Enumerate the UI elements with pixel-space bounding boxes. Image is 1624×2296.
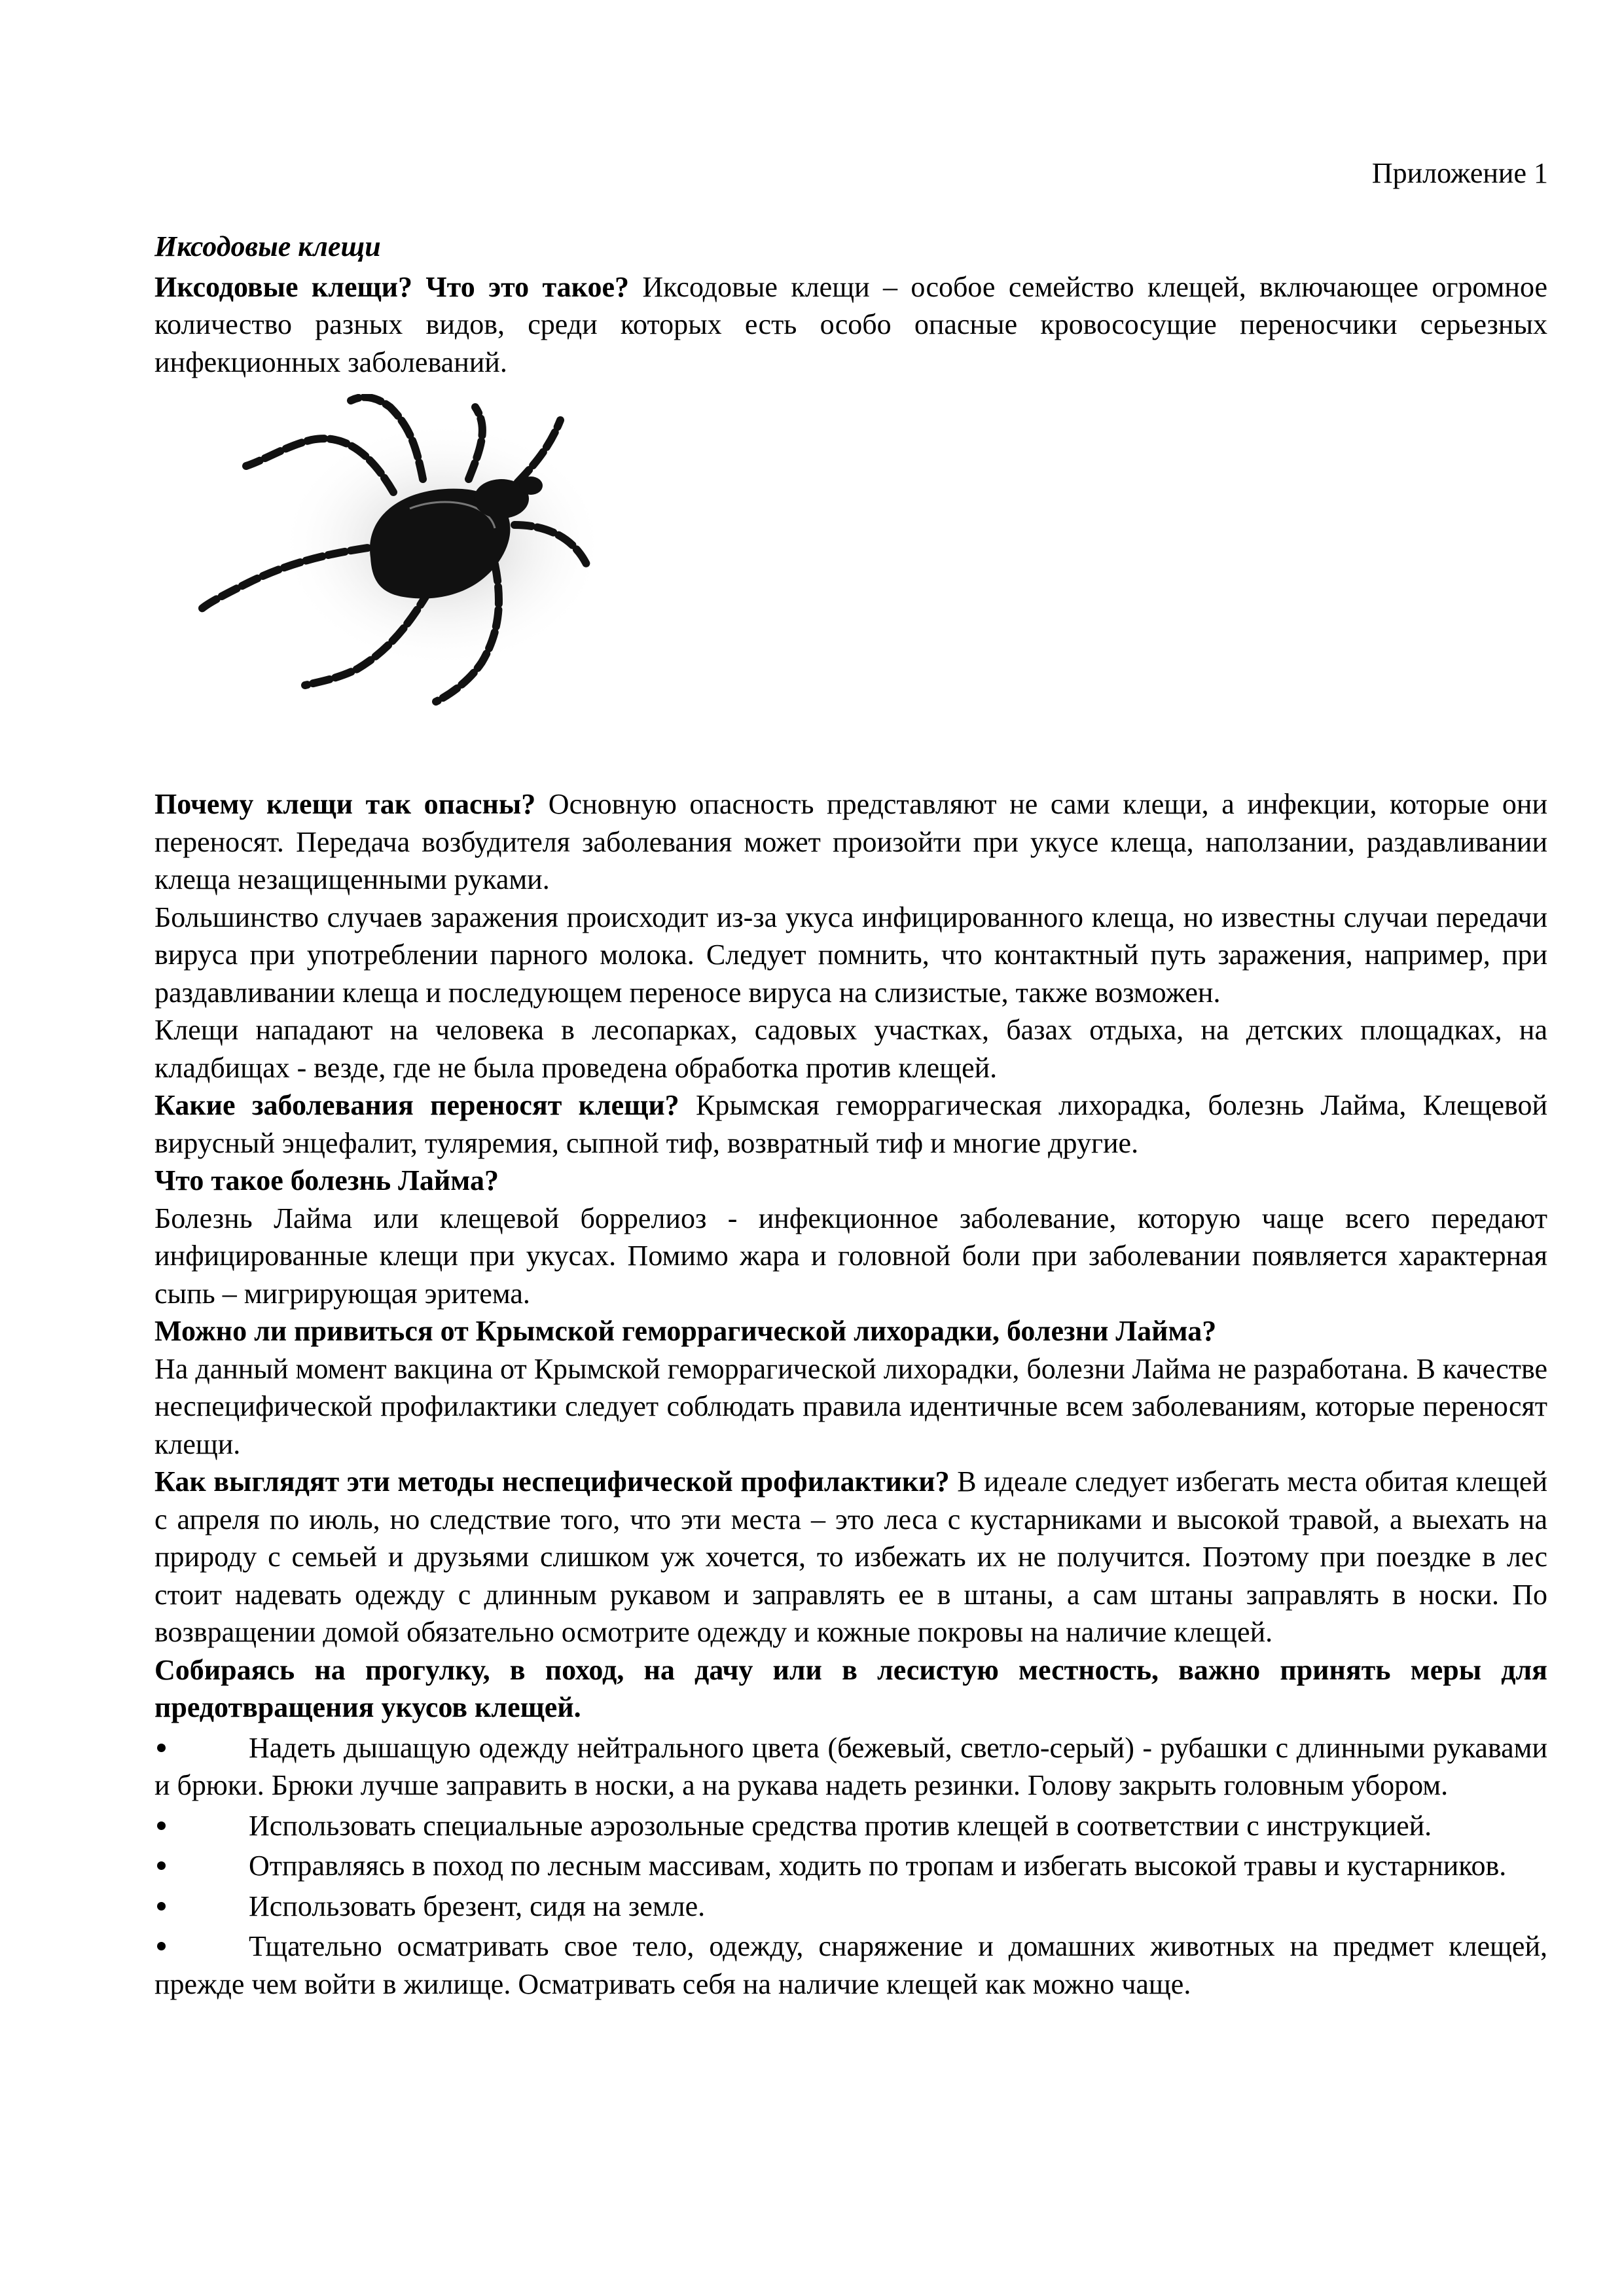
paragraph-question: Собираясь на прогулку, в поход, на дачу или в лесистую местность, важно принять меры для предотвращения укусов клещей. <box>154 1653 1547 1723</box>
intro-paragraph <box>154 268 1547 382</box>
document-title: Иксодовые клещи <box>154 230 381 262</box>
intro-question: Иксодовые клещи? Что это такое? <box>154 270 629 303</box>
list-item <box>154 1729 1547 1804</box>
paragraph-text: В идеале следует избегать места обитая клещей с апреля по июль, но следствие того, что эти места – это леса с кустарниками и высокой травой, а выехать на природу с семьей и друзьями слишком уж хочется, то избежать их не получится. Поэтому при поездке в лес стоит надевать одежду с длинным рукавом и заправлять ее в штаны, а сам штаны заправлять в носки. По возвращении домой обязательно осмотрите одежду и кожные покровы на наличие клещей. <box>154 1465 1547 1648</box>
paragraph <box>154 1011 1547 1086</box>
tick-illustration <box>154 381 1547 708</box>
list-item <box>154 1807 1547 1845</box>
annex-label: Приложение 1 <box>1371 157 1548 189</box>
list-item <box>154 1888 1547 1926</box>
list-item-text: Тщательно осматривать свое тело, одежду, снаряжение и домашних животных на предмет клещей, прежде чем войти в жилище. Осматривать себя на наличие клещей как можно чаще. <box>154 1930 1547 2000</box>
paragraph <box>154 785 1547 899</box>
paragraph <box>154 1162 1547 1200</box>
paragraph-text: Крымская геморрагическая лихорадка, болезнь Лайма, Клещевой вирусный энцефалит, туляремия, сыпной тиф, возвратный тиф и многие другие. <box>154 1089 1547 1159</box>
bullet-icon <box>154 1807 249 1845</box>
bullet-icon <box>154 1888 249 1926</box>
paragraphs <box>154 785 1547 1727</box>
intro-text: Иксодовые клещи – особое семейство клещей, включающее огромное количество разных видов, среди которых есть особо опасные кровососущие переносчики серьезных инфекционных заболеваний. <box>154 270 1548 378</box>
paragraph <box>154 1312 1547 1350</box>
paragraph <box>154 1200 1547 1313</box>
list-item-text: Использовать специальные аэрозольные средства против клещей в соответствии с инструкцией. <box>249 1809 1432 1842</box>
bullet-icon <box>154 1847 249 1885</box>
paragraph-text: Основную опасность представляют не сами клещи, а инфекции, которые они переносят. Передача возбудителя заболевания может произойти при укусе клеща, наползании, раздавливании клеща незащищенными руками. <box>154 788 1547 895</box>
tick-icon <box>194 394 652 708</box>
paragraph-question: Какие заболевания переносят клещи? <box>154 1089 679 1121</box>
paragraph-question: Почему клещи так опасны? <box>154 788 536 820</box>
list-item <box>154 1928 1547 2003</box>
list-item-text: Надеть дышащую одежду нейтрального цвета (бежевый, светло-серый) - рубашки с длинными рукавами и брюки. Брюки лучше заправить в носки, а на рукава надеть резинки. Голову закрыть головным убором. <box>154 1731 1547 1801</box>
paragraph <box>154 1463 1547 1651</box>
paragraph-question: Можно ли привиться от Крымской геморрагической лихорадки, болезни Лайма? <box>154 1315 1217 1347</box>
paragraph-text: Болезнь Лайма или клещевой боррелиоз - инфекционное заболевание, которую чаще всего передают инфицированные клещи при укусах. Помимо жара и головной боли при заболевании появляется характерная сыпь – мигрирующая эритема. <box>154 1202 1547 1310</box>
document-body <box>154 228 1547 2003</box>
paragraph-text: На данный момент вакцина от Крымской геморрагической лихорадки, болезни Лайма не разработана. В качестве неспецифической профилактики следует соблюдать правила идентичные всем заболеваниям, которые переносят клещи. <box>154 1352 1547 1460</box>
paragraph-question: Как выглядят эти методы неспецифической профилактики? <box>154 1465 950 1498</box>
paragraph-text: Клещи нападают на человека в лесопарках, садовых участках, базах отдыха, на детских площадках, на кладбищах - везде, где не была проведена обработка против клещей. <box>154 1014 1547 1084</box>
bullet-icon <box>154 1928 249 1965</box>
paragraph <box>154 899 1547 1012</box>
paragraph-text: Большинство случаев заражения происходит из-за укуса инфицированного клеща, но известны случаи передачи вируса при употреблении парного молока. Следует помнить, что контактный путь заражения, например, при раздавливании клеща и последующем переносе вируса на слизистые, также возможен. <box>154 901 1547 1009</box>
paragraph <box>154 1350 1547 1463</box>
paragraph-question: Что такое болезнь Лайма? <box>154 1164 499 1196</box>
bullet-icon <box>154 1729 249 1767</box>
list-item <box>154 1847 1547 1885</box>
list-item-text: Использовать брезент, сидя на земле. <box>249 1890 706 1922</box>
paragraph <box>154 1651 1547 1727</box>
bullet-list <box>154 1729 1547 2003</box>
list-item-text: Отправляясь в поход по лесным массивам, ходить по тропам и избегать высокой травы и кустарников. <box>249 1850 1507 1882</box>
paragraph <box>154 1086 1547 1162</box>
